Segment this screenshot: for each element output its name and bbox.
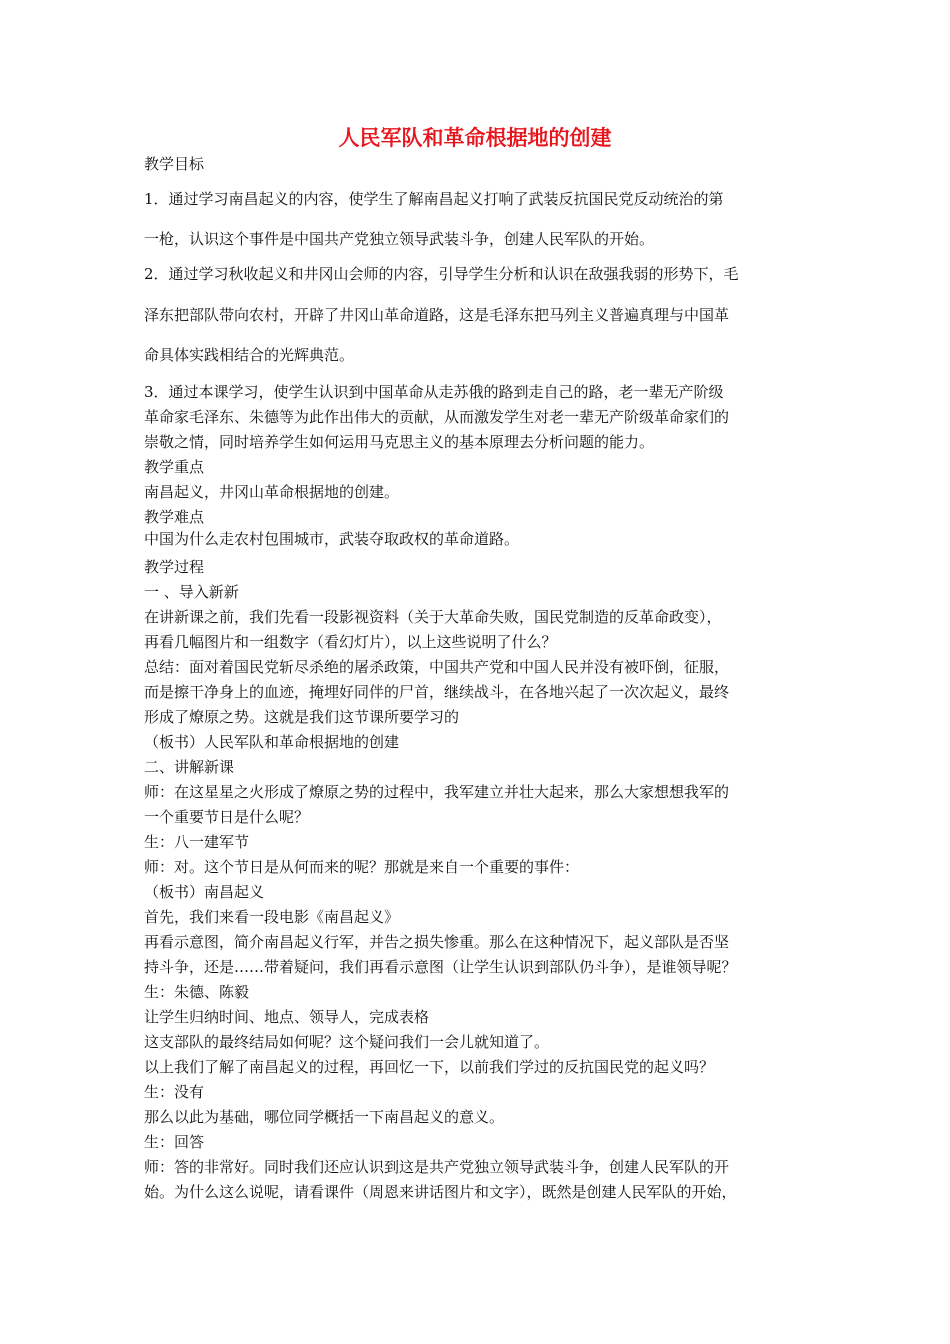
heading-key-points: 教学重点 [144,458,205,476]
board-note: （板书）人民军队和革命根据地的创建 [144,733,400,751]
board-note: （板书）南昌起义 [144,883,265,901]
heading-objectives: 教学目标 [144,155,205,173]
body-line: 一个重要节日是什么呢？ [144,808,310,826]
body-line: 这支部队的最终结局如何呢？这个疑问我们一会儿就知道了。 [144,1033,550,1051]
body-line: 再看几幅图片和一组数字（看幻灯片），以上这些说明了什么？ [144,633,557,651]
body-line: 首先，我们来看一段电影《南昌起义》 [144,908,400,926]
body-line: 而是擦干净身上的血迹，掩埋好同伴的尸首，继续战斗，在各地兴起了一次次起义，最终 [144,683,730,701]
objective-2-line-2: 泽东把部队带向农村，开辟了井冈山革命道路，这是毛泽东把马列主义普遍真理与中国革 [144,306,730,324]
objective-2-line-1: 2．通过学习秋收起义和井冈山会师的内容，引导学生分析和认识在敌强我弱的形势下，毛 [144,265,739,283]
difficulties-text: 中国为什么走农村包围城市，武装夺取政权的革命道路。 [144,530,520,548]
body-line: 以上我们了解了南昌起义的过程，再回忆一下，以前我们学过的反抗国民党的起义吗？ [144,1058,715,1076]
body-line: 总结：面对着国民党斩尽杀绝的屠杀政策，中国共产党和中国人民并没有被吓倒，征服， [144,658,730,676]
body-line: 师：在这星星之火形成了燎原之势的过程中，我军建立并壮大起来，那么大家想想我军的 [144,783,730,801]
body-line: 再看示意图，简介南昌起义行军，并告之损失惨重。那么在这种情况下，起义部队是否坚 [144,933,730,951]
body-line: 生：回答 [144,1133,205,1151]
section-2-heading: 二、讲解新课 [144,758,235,776]
objective-1-line-1: 1．通过学习南昌起义的内容，使学生了解南昌起义打响了武装反抗国民党反动统治的第 [144,190,724,208]
objective-3-line-1: 3．通过本课学习，使学生认识到中国革命从走苏俄的路到走自己的路，老一辈无产阶级 [144,383,724,401]
objective-2-line-3: 命具体实践相结合的光辉典范。 [144,346,355,364]
body-line: 形成了燎原之势。这就是我们这节课所要学习的 [144,708,460,726]
body-line: 生：朱德、陈毅 [144,983,250,1001]
body-line: 师：答的非常好。同时我们还应认识到这是共产党独立领导武装斗争，创建人民军队的开 [144,1158,730,1176]
body-line: 生：没有 [144,1083,205,1101]
body-line: 在讲新课之前，我们先看一段影视资料（关于大革命失败，国民党制造的反革命政变）， [144,608,722,626]
body-line: 让学生归纳时间、地点、领导人，完成表格 [144,1008,430,1026]
body-line: 师：对。这个节日是从何而来的呢？那就是来自一个重要的事件： [144,858,580,876]
objective-1-line-2: 一枪，认识这个事件是中国共产党独立领导武装斗争，创建人民军队的开始。 [144,230,655,248]
body-line: 那么以此为基础，哪位同学概括一下南昌起义的意义。 [144,1108,505,1126]
heading-process: 教学过程 [144,558,205,576]
section-1-heading: 一 、导入新新 [144,583,239,601]
heading-difficulties: 教学难点 [144,508,205,526]
key-points-text: 南昌起义，井冈山革命根据地的创建。 [144,483,400,501]
body-line: 生：八一建军节 [144,833,250,851]
document-title: 人民军队和革命根据地的创建 [338,126,612,150]
objective-3-line-2: 革命家毛泽东、朱德等为此作出伟大的贡献，从而激发学生对老一辈无产阶级革命家们的 [144,408,730,426]
body-line: 始。为什么这么说呢，请看课件（周恩来讲话图片和文字），既然是创建人民军队的开始， [144,1183,737,1201]
body-line: 持斗争，还是……带着疑问，我们再看示意图（让学生认识到部队仍斗争），是谁领导呢？ [144,958,737,976]
objective-3-line-3: 崇敬之情，同时培养学生如何运用马克思主义的基本原理去分析问题的能力。 [144,433,655,451]
